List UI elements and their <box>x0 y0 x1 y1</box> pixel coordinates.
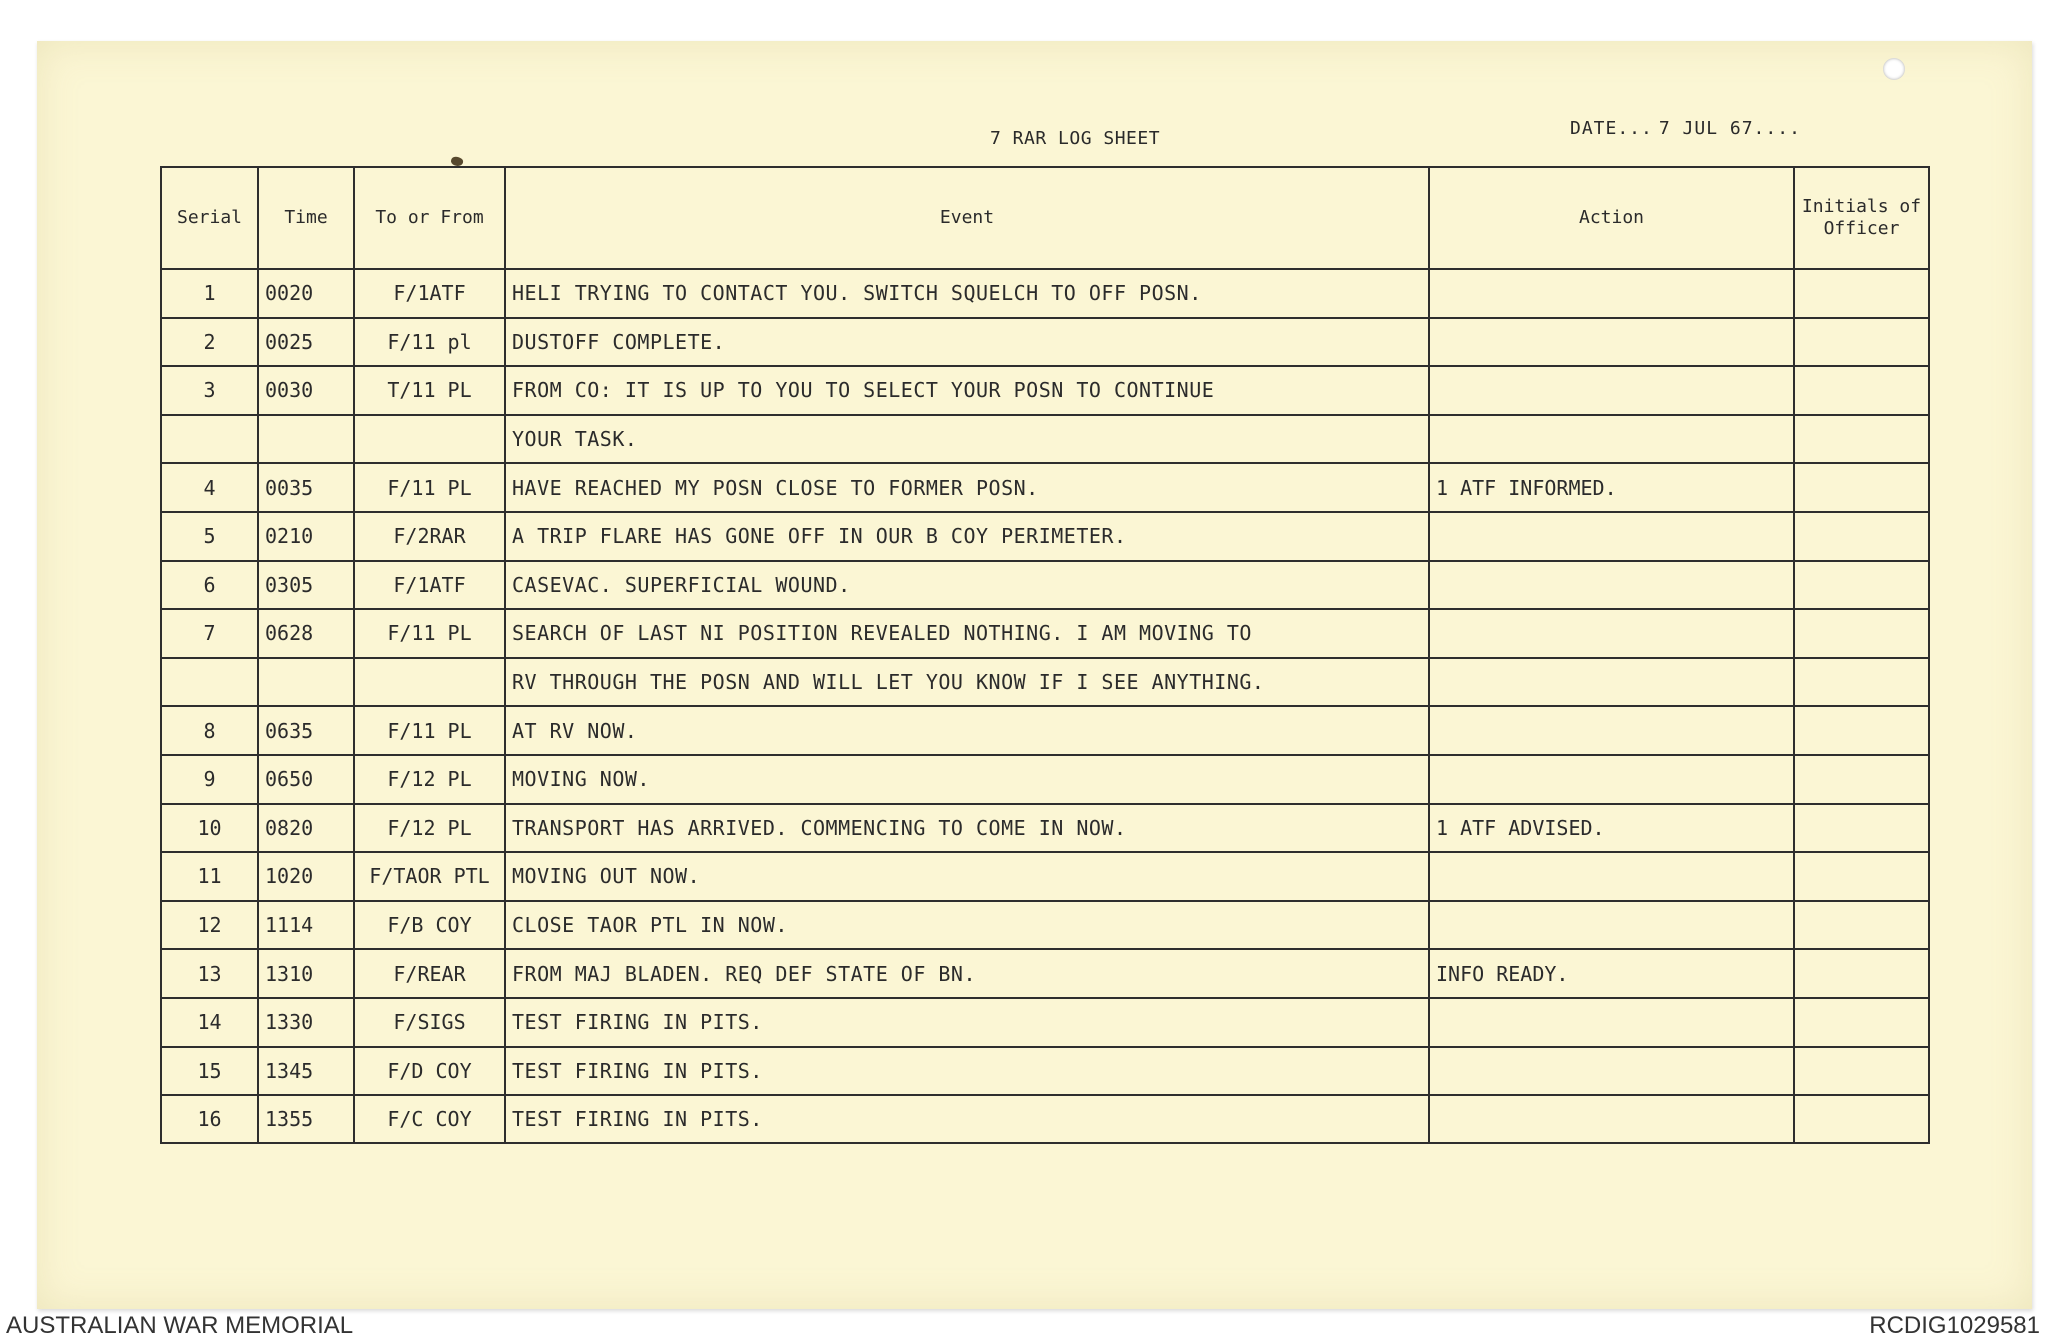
cell-event: CLOSE TAOR PTL IN NOW. <box>505 901 1429 950</box>
cell-time <box>258 658 354 707</box>
cell-time: 0820 <box>258 804 354 853</box>
log-body <box>161 269 1929 1143</box>
cell-event: TEST FIRING IN PITS. <box>505 1047 1429 1096</box>
table-row <box>161 998 1929 1047</box>
cell-to-from: F/12 PL <box>354 804 505 853</box>
cell-event: HAVE REACHED MY POSN CLOSE TO FORMER POSN. <box>505 463 1429 512</box>
cell-serial: 14 <box>161 998 258 1047</box>
table-row <box>161 658 1929 707</box>
table-row <box>161 415 1929 464</box>
cell-event: MOVING OUT NOW. <box>505 852 1429 901</box>
table-row <box>161 609 1929 658</box>
cell-action: INFO READY. <box>1429 949 1794 998</box>
cell-serial <box>161 658 258 707</box>
header-row <box>161 167 1929 269</box>
table-row <box>161 1047 1929 1096</box>
cell-time: 0650 <box>258 755 354 804</box>
cell-serial: 4 <box>161 463 258 512</box>
cell-to-from <box>354 415 505 464</box>
cell-action <box>1429 609 1794 658</box>
date-value: 7 JUL 67.... <box>1658 118 1801 139</box>
cell-event: HELI TRYING TO CONTACT YOU. SWITCH SQUELCH TO OFF POSN. <box>505 269 1429 318</box>
header-event: Event <box>505 167 1429 269</box>
cell-action <box>1429 561 1794 610</box>
cell-action <box>1429 706 1794 755</box>
cell-event: AT RV NOW. <box>505 706 1429 755</box>
cell-serial: 15 <box>161 1047 258 1096</box>
cell-serial: 11 <box>161 852 258 901</box>
cell-action <box>1429 998 1794 1047</box>
cell-action <box>1429 512 1794 561</box>
table-row <box>161 269 1929 318</box>
punch-hole <box>1883 58 1905 80</box>
cell-initials <box>1794 1095 1929 1143</box>
cell-serial: 3 <box>161 366 258 415</box>
table-row <box>161 706 1929 755</box>
cell-time: 0305 <box>258 561 354 610</box>
cell-initials <box>1794 1047 1929 1096</box>
cell-initials <box>1794 269 1929 318</box>
date-line <box>1570 118 1801 139</box>
footer-id: RCDIG1029581 <box>1869 1312 2040 1339</box>
cell-initials <box>1794 658 1929 707</box>
cell-time: 1330 <box>258 998 354 1047</box>
cell-action <box>1429 1095 1794 1143</box>
cell-initials <box>1794 609 1929 658</box>
cell-time: 0030 <box>258 366 354 415</box>
cell-to-from: F/11 pl <box>354 318 505 367</box>
table-row <box>161 852 1929 901</box>
cell-to-from: F/SIGS <box>354 998 505 1047</box>
cell-time: 0025 <box>258 318 354 367</box>
cell-serial: 16 <box>161 1095 258 1143</box>
cell-event: TEST FIRING IN PITS. <box>505 1095 1429 1143</box>
cell-serial: 2 <box>161 318 258 367</box>
cell-event: TEST FIRING IN PITS. <box>505 998 1429 1047</box>
table-row <box>161 804 1929 853</box>
cell-serial: 13 <box>161 949 258 998</box>
cell-initials <box>1794 463 1929 512</box>
cell-event: DUSTOFF COMPLETE. <box>505 318 1429 367</box>
table-row <box>161 318 1929 367</box>
cell-to-from: F/11 PL <box>354 706 505 755</box>
table-row <box>161 512 1929 561</box>
cell-to-from: F/1ATF <box>354 269 505 318</box>
cell-to-from: F/1ATF <box>354 561 505 610</box>
table-row <box>161 366 1929 415</box>
cell-initials <box>1794 415 1929 464</box>
cell-serial: 10 <box>161 804 258 853</box>
cell-serial: 7 <box>161 609 258 658</box>
table-row <box>161 463 1929 512</box>
sheet-title: 7 RAR LOG SHEET <box>990 128 1161 149</box>
cell-action <box>1429 852 1794 901</box>
cell-initials <box>1794 366 1929 415</box>
cell-time: 1345 <box>258 1047 354 1096</box>
cell-initials <box>1794 561 1929 610</box>
cell-action <box>1429 415 1794 464</box>
cell-action <box>1429 366 1794 415</box>
cell-to-from: F/TAOR PTL <box>354 852 505 901</box>
cell-event: SEARCH OF LAST NI POSITION REVEALED NOTHING. I AM MOVING TO <box>505 609 1429 658</box>
table-row <box>161 901 1929 950</box>
table-row <box>161 755 1929 804</box>
header-time: Time <box>258 167 354 269</box>
cell-time: 0035 <box>258 463 354 512</box>
cell-time: 0635 <box>258 706 354 755</box>
cell-action: 1 ATF INFORMED. <box>1429 463 1794 512</box>
table-row <box>161 949 1929 998</box>
cell-event: YOUR TASK. <box>505 415 1429 464</box>
cell-initials <box>1794 706 1929 755</box>
cell-action <box>1429 269 1794 318</box>
header-to-from: To or From <box>354 167 505 269</box>
cell-serial: 6 <box>161 561 258 610</box>
cell-event: CASEVAC. SUPERFICIAL WOUND. <box>505 561 1429 610</box>
cell-event: A TRIP FLARE HAS GONE OFF IN OUR B COY PERIMETER. <box>505 512 1429 561</box>
cell-to-from: F/D COY <box>354 1047 505 1096</box>
cell-action <box>1429 755 1794 804</box>
header-action: Action <box>1429 167 1794 269</box>
log-table <box>160 166 1930 1144</box>
table-row <box>161 561 1929 610</box>
cell-action <box>1429 318 1794 367</box>
cell-time: 0210 <box>258 512 354 561</box>
cell-initials <box>1794 318 1929 367</box>
cell-serial: 5 <box>161 512 258 561</box>
header-serial: Serial <box>161 167 258 269</box>
header-initials: Initials of Officer <box>1794 167 1929 269</box>
cell-action <box>1429 901 1794 950</box>
table-row <box>161 1095 1929 1143</box>
cell-to-from: F/REAR <box>354 949 505 998</box>
cell-to-from: F/11 PL <box>354 463 505 512</box>
cell-initials <box>1794 755 1929 804</box>
cell-event: FROM CO: IT IS UP TO YOU TO SELECT YOUR POSN TO CONTINUE <box>505 366 1429 415</box>
cell-initials <box>1794 512 1929 561</box>
cell-initials <box>1794 998 1929 1047</box>
cell-initials <box>1794 852 1929 901</box>
cell-event: RV THROUGH THE POSN AND WILL LET YOU KNOW IF I SEE ANYTHING. <box>505 658 1429 707</box>
cell-time: 1355 <box>258 1095 354 1143</box>
cell-action <box>1429 1047 1794 1096</box>
cell-to-from: F/12 PL <box>354 755 505 804</box>
cell-to-from: F/11 PL <box>354 609 505 658</box>
cell-serial: 9 <box>161 755 258 804</box>
cell-action <box>1429 658 1794 707</box>
cell-time: 0628 <box>258 609 354 658</box>
footer-credit: AUSTRALIAN WAR MEMORIAL <box>6 1312 354 1339</box>
cell-serial: 8 <box>161 706 258 755</box>
cell-time: 1020 <box>258 852 354 901</box>
cell-to-from <box>354 658 505 707</box>
cell-serial: 1 <box>161 269 258 318</box>
cell-serial <box>161 415 258 464</box>
cell-to-from: T/11 PL <box>354 366 505 415</box>
cell-to-from: F/B COY <box>354 901 505 950</box>
cell-to-from: F/2RAR <box>354 512 505 561</box>
cell-action: 1 ATF ADVISED. <box>1429 804 1794 853</box>
cell-initials <box>1794 804 1929 853</box>
cell-event: MOVING NOW. <box>505 755 1429 804</box>
cell-initials <box>1794 949 1929 998</box>
cell-event: FROM MAJ BLADEN. REQ DEF STATE OF BN. <box>505 949 1429 998</box>
date-label: DATE... <box>1570 118 1653 139</box>
cell-time: 1114 <box>258 901 354 950</box>
cell-time: 0020 <box>258 269 354 318</box>
cell-time <box>258 415 354 464</box>
cell-initials <box>1794 901 1929 950</box>
cell-to-from: F/C COY <box>354 1095 505 1143</box>
cell-serial: 12 <box>161 901 258 950</box>
cell-event: TRANSPORT HAS ARRIVED. COMMENCING TO COME IN NOW. <box>505 804 1429 853</box>
cell-time: 1310 <box>258 949 354 998</box>
